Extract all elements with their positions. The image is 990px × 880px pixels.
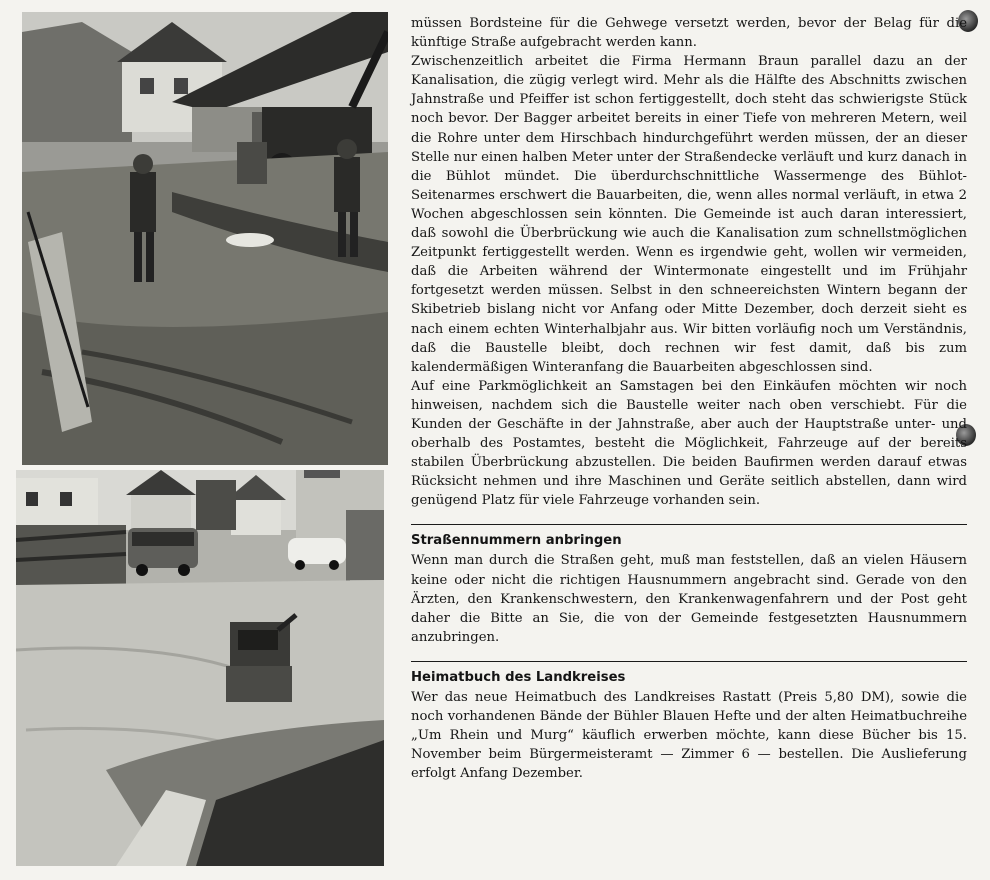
section-divider (411, 661, 967, 662)
street-compactor-photo (16, 470, 384, 866)
article-paragraph: müssen Bordsteine für die Gehwege versetzt werden, bevor der Belag für die künftige Straße aufgebracht werden kann. (411, 16, 967, 51)
section-heading-house-numbers: Straßennummern anbringen (411, 533, 622, 549)
street-compactor-illustration (16, 470, 384, 866)
article-paragraph: Zwischenzeitlich arbeitet die Firma Hermann Braun parallel dazu an der Kanalisation, die zügig verlegt wird. Mehr als die Hälfte des Abschnitts zwischen Jahnstraße und Pfeiffer ist schon fertiggestellt, doch steht das schwierigste Stück noch bevor. Der Bagger arbeitet bereits in einer Tiefe von mehreren Metern, weil die Rohre unter dem Hirschbach hindurchgeführt werden müssen, der an dieser Stelle nur einen halben Meter unter der Straßendecke verläuft und kurz danach in die Bühlot mündet. Die überdurchschnittliche Wassermenge des Bühlot-Seitenarmes erschwert die Bauarbeiten, die, wenn alles normal verläuft, in etwa 2 Wochen abgeschlossen sein könnten. Die Gemeinde ist auch daran interessiert, daß sowohl die Überbrückung wie auch die Kanalisation zum schnellstmöglichen Zeitpunkt fertiggestellt werden. Wenn es irgendwie geht, wollen wir vermeiden, daß die Arbeiten während der Wintermonate eingestellt und im Frühjahr fortgesetzt werden müssen. Selbst in den schneereichsten Wintern begann der Skibetrieb bislang nicht vor Anfang oder Mitte Dezember, doch derzeit sieht es nach einem echten Winterhalbjahr aus. Wir bitten vorläufig noch um Verständnis, daß die Baustelle bleibt, doch rechnen wir fest damit, daß bis zum kalendermäßigen Winteranfang die Bauarbeiten abgeschlossen sind. (411, 54, 967, 375)
section-divider (411, 524, 967, 525)
article-paragraph: Auf eine Parkmöglichkeit an Samstagen bei den Einkäufen möchten wir noch hinweisen, nachdem sich die Baustelle weiter nach oben verschiebt. Für die Kunden der Geschäfte in der Jahnstraße, aber auch der Hauptstraße unter- und oberhalb des Postamtes, besteht die Möglichkeit, Fahrzeuge auf der bereits stabilen Überbrückung abzustellen. Die beiden Baufirmen werden darauf etwas Rücksicht nehmen und ihre Maschinen und Geräte seitlich abstellen, dann wird genügend Platz für viele Fahrzeuge vorhanden sein. (411, 378, 967, 509)
construction-site-illustration (22, 12, 388, 465)
section-text-heimatbuch: Wer das neue Heimatbuch des Landkreises Rastatt (Preis 5,80 DM), sowie die noch vorhandenen Bände der Bühler Blauen Hefte und der alten Heimatbuchreihe „Um Rhein und Murg“ käuflich erwerben möchte, kann diese Bücher bis 15. November beim Bürgermeisteramt — Zimmer 6 — bestellen. Die Auslieferung erfolgt Anfang Dezember. (411, 689, 967, 782)
construction-site-photo (22, 12, 388, 465)
article-column (411, 14, 967, 783)
section-text-house-numbers: Wenn man durch die Straßen geht, muß man feststellen, daß an vielen Häusern keine oder nicht die richtigen Hausnummern angebracht sind. Gerade von den Ärzten, den Krankenschwestern, den Krankenwagenfahrern und der Post geht daher die Bitte an Sie, die von der Gemeinde festgesetzten Hausnummern anzubringen. (411, 553, 967, 645)
section-heading-heimatbuch: Heimatbuch des Landkreises (411, 669, 626, 685)
